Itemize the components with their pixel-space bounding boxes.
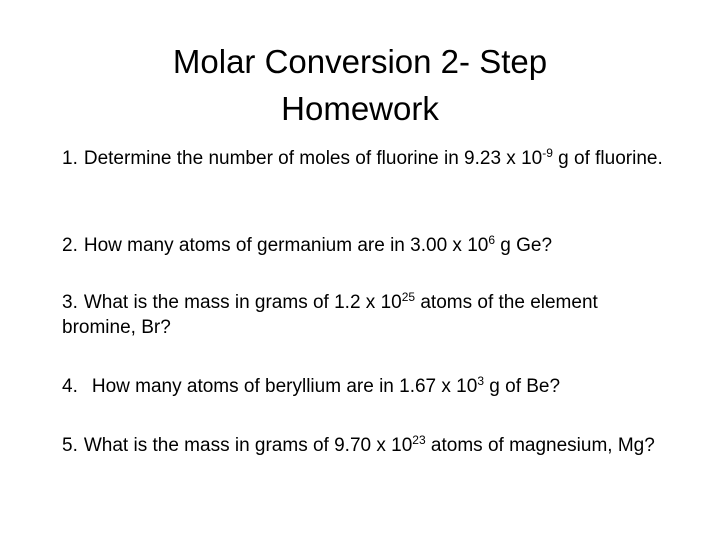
problem-exponent: 23: [412, 433, 426, 447]
problem-exponent: 6: [488, 233, 496, 247]
problem-text-end: g of fluorine.: [552, 148, 663, 169]
problem-number: 5.: [62, 435, 78, 456]
problem-1: [62, 146, 672, 171]
problem-3: [62, 290, 672, 340]
problem-number: 1.: [62, 148, 78, 169]
problem-text-end: g Ge?: [495, 235, 553, 256]
problem-exponent: 3: [477, 374, 484, 388]
problem-exponent: 25: [401, 290, 416, 304]
problem-text: What is the mass in grams of 9.70 x 10: [83, 435, 413, 456]
problem-2: [62, 233, 672, 258]
title-line-2: Homework: [281, 90, 439, 127]
problem-text-end: g of Be?: [484, 376, 561, 397]
problem-text: Determine the number of moles of fluorine in 9.23 x 10: [83, 148, 543, 169]
problem-exponent: -9: [542, 146, 553, 160]
problem-text: How many atoms of germanium are in 3.00 x 10: [83, 235, 489, 256]
problem-number: 2.: [62, 235, 78, 256]
problem-text-end: atoms of the element bromine, Br?: [62, 292, 598, 338]
problem-4: [62, 374, 672, 399]
problem-text: How many atoms of beryllium are in 1.67 x 10: [91, 376, 478, 397]
slide-title: [60, 38, 660, 132]
problem-text: What is the mass in grams of 1.2 x 10: [83, 292, 402, 313]
problem-number: 3.: [62, 292, 78, 313]
problem-5: [62, 433, 672, 458]
problem-number: 4.: [62, 376, 78, 397]
title-line-1: Molar Conversion 2- Step: [172, 43, 548, 80]
problem-text-end: atoms of magnesium, Mg?: [425, 435, 655, 456]
